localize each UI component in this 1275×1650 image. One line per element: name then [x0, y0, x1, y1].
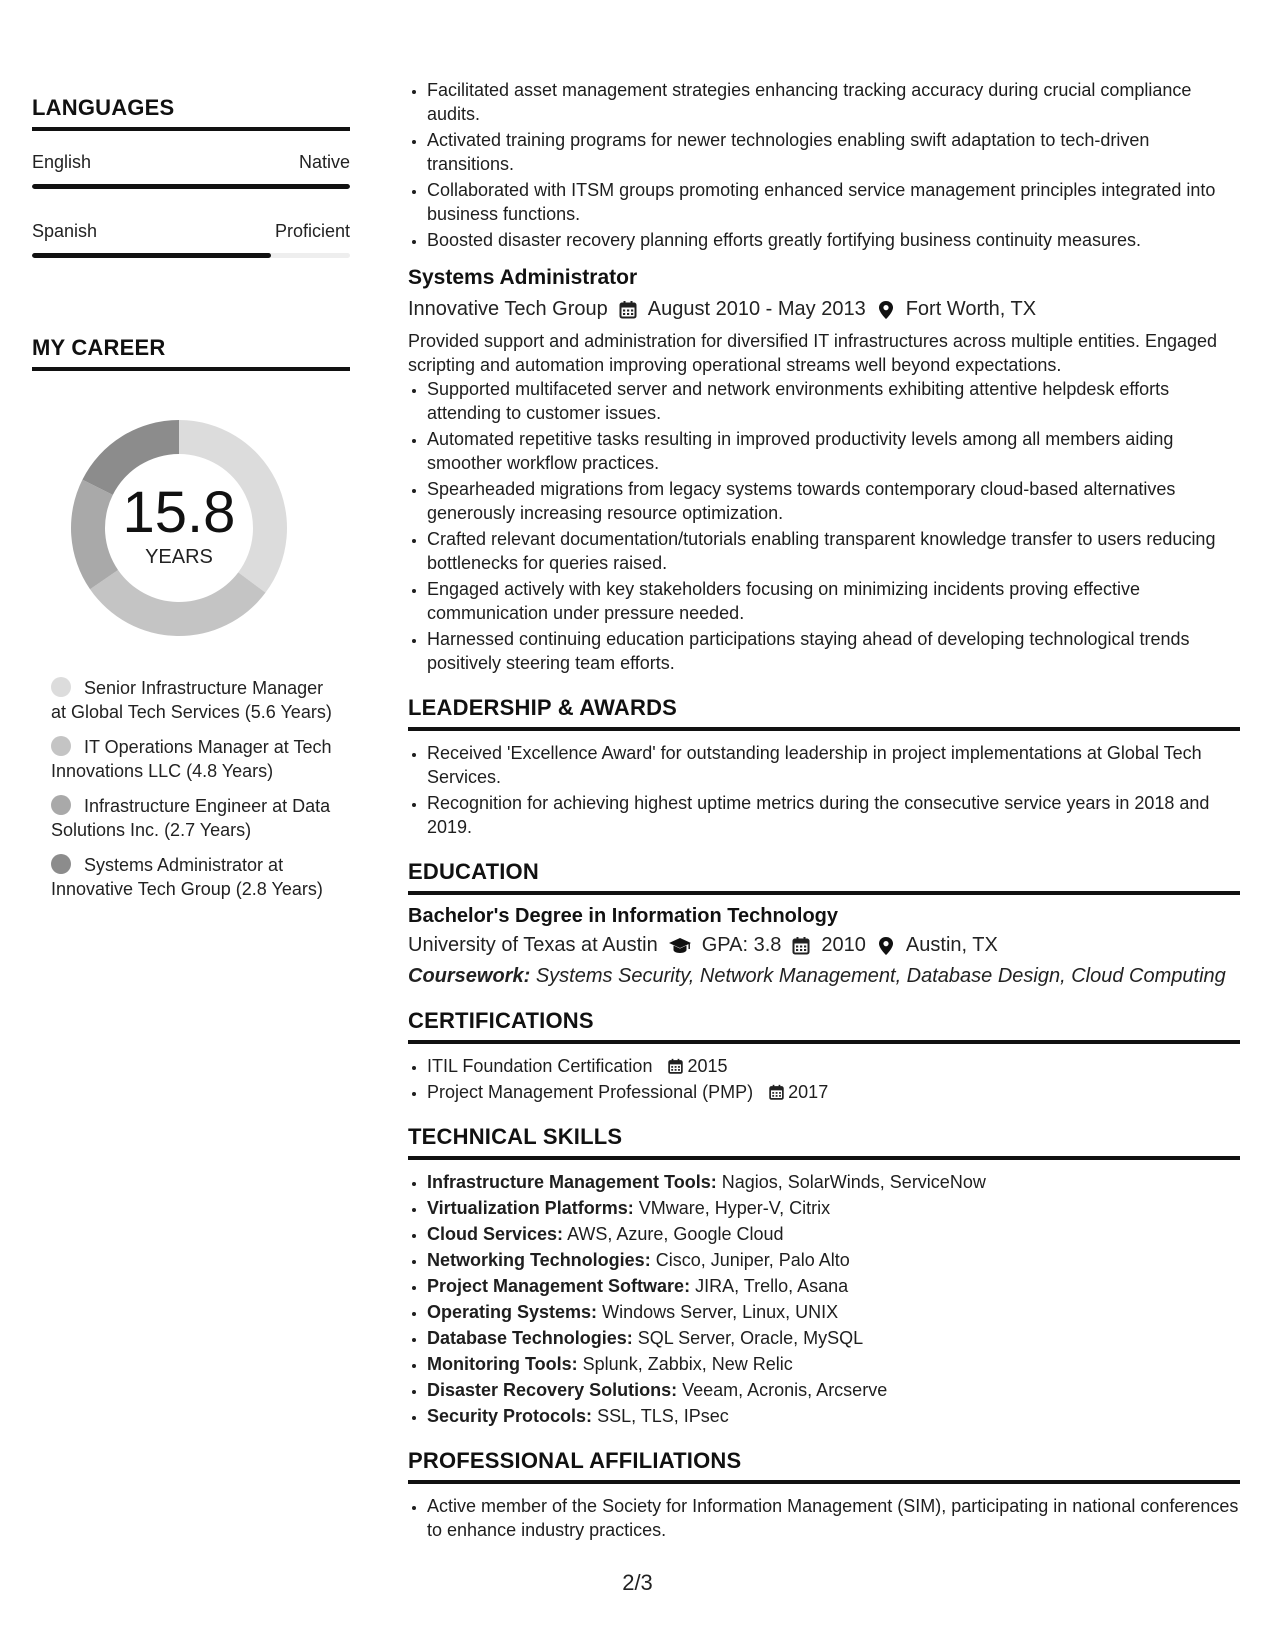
list-item: • Active member of the Society for Information Management (SIM), participating in national conferences to enhance industry practices. — [427, 1494, 1240, 1542]
skill-value: SQL Server, Oracle, MySQL — [637, 1328, 864, 1348]
calendar-icon — [768, 1084, 785, 1101]
career-donut-chart — [64, 413, 294, 643]
leadership-list — [408, 741, 1240, 839]
language-spanish — [32, 221, 350, 242]
legend-dot — [51, 736, 71, 756]
coursework-list: Systems Security, Network Management, Database Design, Cloud Computing — [535, 965, 1226, 987]
education-heading: EDUCATION — [408, 859, 1240, 895]
skill-label: Disaster Recovery Solutions: — [427, 1380, 678, 1400]
job-company: Innovative Tech Group — [408, 298, 608, 320]
language-english — [32, 152, 350, 173]
skills-heading: TECHNICAL SKILLS — [408, 1124, 1240, 1160]
list-item — [427, 1054, 1240, 1078]
coursework-label: Coursework: — [408, 965, 531, 987]
affiliations-list — [408, 1494, 1240, 1542]
skill-value: Splunk, Zabbix, New Relic — [582, 1354, 793, 1374]
school-name: University of Texas at Austin — [408, 934, 658, 956]
skill-label: Infrastructure Management Tools: — [427, 1172, 717, 1192]
legend-label: Infrastructure Engineer at Data Solutions Inc. (2.7 Years) — [51, 796, 331, 840]
list-item: • Collaborated with ITSM groups promoting enhanced service management principles integrated into business functions. — [427, 178, 1240, 226]
cert-name: ITIL Foundation Certification — [427, 1056, 653, 1076]
school-location: Austin, TX — [905, 934, 998, 956]
language-fill — [32, 184, 350, 189]
job-description: Provided support and administration for diversified IT infrastructures across multiple entities. Engaged scripting and automation improving operational streams well beyond expectations. — [408, 331, 1218, 375]
skill-value: Cisco, Juniper, Palo Alto — [655, 1250, 850, 1270]
list-item: • Harnessed continuing education participations staying ahead of developing technological trends positively steering team efforts. — [427, 627, 1240, 675]
skill-item — [427, 1404, 1240, 1428]
map-pin-icon — [876, 936, 896, 956]
cert-year: 2015 — [687, 1056, 728, 1076]
job-title: Systems Administrator — [408, 266, 638, 289]
language-level: Native — [298, 152, 350, 172]
skill-value: Windows Server, Linux, UNIX — [602, 1302, 839, 1322]
skill-item — [427, 1170, 1240, 1194]
graduation-year: 2010 — [821, 934, 866, 956]
career-legend — [51, 676, 341, 912]
cert-year-wrap — [667, 1056, 727, 1076]
list-item: • Recognition for achieving highest uptime metrics during the consecutive service years in 2018 and 2019. — [427, 791, 1240, 839]
cert-name: Project Management Professional (PMP) — [427, 1082, 754, 1102]
language-level: Proficient — [274, 221, 350, 241]
legend-dot — [51, 854, 71, 874]
list-item: • Supported multifaceted server and network environments exhibiting attentive helpdesk efforts attending to customer issues. — [427, 377, 1240, 425]
gpa: GPA: 3.8 — [701, 934, 782, 956]
job-dates: August 2010 - May 2013 — [647, 298, 866, 320]
legend-item — [51, 794, 341, 842]
language-bar-spanish — [32, 253, 350, 258]
cert-year-wrap — [768, 1082, 828, 1102]
graduation-cap-icon — [668, 936, 692, 956]
legend-dot — [51, 795, 71, 815]
skill-label: Database Technologies: — [427, 1328, 633, 1348]
skill-label: Virtualization Platforms: — [427, 1198, 634, 1218]
list-item: • Engaged actively with key stakeholders focusing on minimizing incidents proving effective communication under pressure needed. — [427, 577, 1240, 625]
calendar-icon — [618, 300, 638, 320]
skill-label: Cloud Services: — [427, 1224, 564, 1244]
calendar-icon — [667, 1058, 684, 1075]
job-bullets — [408, 377, 1240, 675]
legend-label: Systems Administrator at Innovative Tech Group (2.8 Years) — [51, 855, 323, 899]
skill-item — [427, 1326, 1240, 1350]
skill-value: Veeam, Acronis, Arcserve — [682, 1380, 888, 1400]
legend-label: Senior Infrastructure Manager at Global Tech Services (5.6 Years) — [51, 678, 332, 722]
legend-item — [51, 676, 341, 724]
skill-item — [427, 1222, 1240, 1246]
skill-value: VMware, Hyper-V, Citrix — [638, 1198, 831, 1218]
skill-label: Operating Systems: — [427, 1302, 598, 1322]
education-meta — [408, 934, 1240, 957]
skill-value: JIRA, Trello, Asana — [695, 1276, 849, 1296]
language-name: Spanish — [32, 221, 98, 241]
legend-label: IT Operations Manager at Tech Innovations LLC (4.8 Years) — [51, 737, 332, 781]
list-item: • Spearheaded migrations from legacy systems towards contemporary cloud-based alternatives generously increasing resource optimization. — [427, 477, 1240, 525]
list-item: • Activated training programs for newer technologies enabling swift adaptation to tech-driven transitions. — [427, 128, 1240, 176]
language-bar-english — [32, 184, 350, 189]
coursework — [408, 965, 1240, 988]
skill-label: Monitoring Tools: — [427, 1354, 578, 1374]
leadership-heading: LEADERSHIP & AWARDS — [408, 695, 1240, 731]
skill-item — [427, 1300, 1240, 1324]
page-number: 2/3 — [622, 1570, 653, 1595]
skill-label: Project Management Software: — [427, 1276, 691, 1296]
skill-value: AWS, Azure, Google Cloud — [567, 1224, 784, 1244]
list-item: • Automated repetitive tasks resulting in improved productivity levels among all members aiding smoother workflow practices. — [427, 427, 1240, 475]
list-item: • Received 'Excellence Award' for outstanding leadership in project implementations at Global Tech Services. — [427, 741, 1240, 789]
skill-item — [427, 1248, 1240, 1272]
main-content — [408, 78, 1240, 1544]
list-item — [427, 1080, 1240, 1104]
skill-value: Nagios, SolarWinds, ServiceNow — [721, 1172, 986, 1192]
list-item: • Crafted relevant documentation/tutorials enabling transparent knowledge transfer to users reducing bottlenecks for queries raised. — [427, 527, 1240, 575]
career-total-years: 15.8 — [122, 479, 236, 545]
cert-year: 2017 — [788, 1082, 829, 1102]
language-fill — [32, 253, 271, 258]
skill-item — [427, 1352, 1240, 1376]
skill-value: SSL, TLS, IPsec — [597, 1406, 729, 1426]
map-pin-icon — [876, 300, 896, 320]
career-unit: YEARS — [145, 545, 213, 568]
certifications-list — [408, 1054, 1240, 1104]
language-name: English — [32, 152, 92, 172]
skill-label: Networking Technologies: — [427, 1250, 651, 1270]
skills-list — [408, 1170, 1240, 1428]
skill-item — [427, 1274, 1240, 1298]
skill-item — [427, 1378, 1240, 1402]
skill-item — [427, 1196, 1240, 1220]
list-item: • Boosted disaster recovery planning efforts greatly fortifying business continuity measures. — [427, 228, 1240, 252]
legend-item — [51, 735, 341, 783]
career-heading: MY CAREER — [32, 335, 350, 371]
calendar-icon — [791, 936, 811, 956]
certifications-heading: CERTIFICATIONS — [408, 1008, 1240, 1044]
previous-job-bullets — [408, 78, 1240, 252]
legend-dot — [51, 677, 71, 697]
legend-item — [51, 853, 341, 901]
list-item: • Facilitated asset management strategies enhancing tracking accuracy during crucial compliance audits. — [427, 78, 1240, 126]
degree-title: Bachelor's Degree in Information Technology — [408, 905, 839, 927]
job-location: Fort Worth, TX — [905, 298, 1037, 320]
affiliations-heading: PROFESSIONAL AFFILIATIONS — [408, 1448, 1240, 1484]
languages-heading: LANGUAGES — [32, 95, 350, 131]
job-meta — [408, 298, 1240, 321]
donut-center — [64, 413, 294, 643]
skill-label: Security Protocols: — [427, 1406, 593, 1426]
